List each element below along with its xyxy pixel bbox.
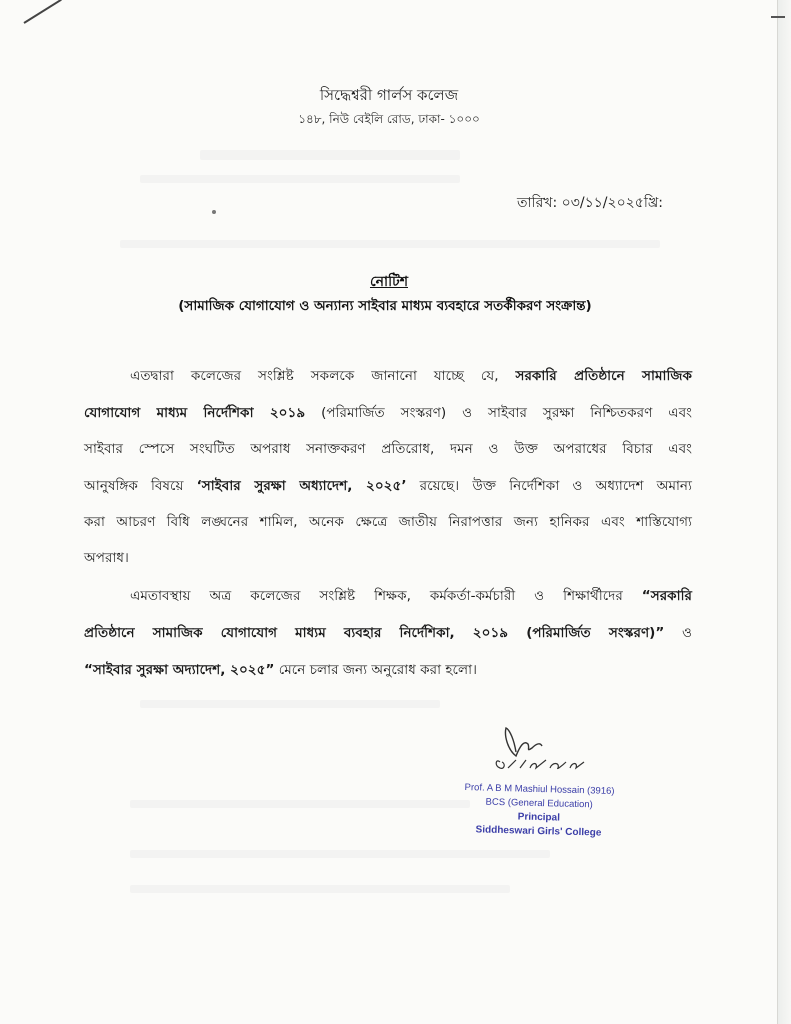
text-span: (পরিমার্জিত সংস্করণ) ও সাইবার সুরক্ষা নিশ্চিতকরণ এবং (305, 405, 693, 421)
paragraph-1-line-1 (130, 365, 692, 388)
paragraph-1-line-2 (84, 402, 692, 425)
college-name: সিদ্ধেশ্বরী গার্লস কলেজ (319, 86, 459, 104)
handwritten-signature (486, 722, 596, 782)
bleed-through (130, 885, 510, 893)
text-span: ও (664, 625, 692, 641)
stamp-college: Siddheswari Girls' College (475, 824, 602, 839)
stamp-name: Prof. A B M Mashiul Hossain (3916) (464, 782, 615, 797)
text-span: এমতাবস্থায় অত্র কলেজের সংশ্লিষ্ট শিক্ষক, কর্মকর্তা-কর্মচারী ও শিক্ষার্থীদের (130, 588, 642, 604)
bold-text-span: “সরকারি (641, 588, 692, 604)
paragraph-1-line-3: সাইবার স্পেসে সংঘটিত অপরাধ সনাক্তকরণ প্রতিরোধ, দমন ও উক্ত অপরাধের বিচার এবং (84, 441, 692, 457)
bold-text-span: প্রতিষ্ঠানে সামাজিক যোগাযোগ মাধ্যম ব্যবহার নির্দেশিকা, ২০১৯ (পরিমার্জিত সংস্করণ)” (84, 625, 665, 641)
text-span: এতদ্বারা কলেজের সংশ্লিষ্ট সকলকে জানানো যাচ্ছে যে, (130, 368, 516, 384)
scan-edge-strip (778, 0, 791, 1024)
college-address: ১৪৮, নিউ বেইলি রোড, ঢাকা- ১০০০ (298, 112, 480, 126)
paragraph-1-line-5: করা আচরণ বিধি লঙ্ঘনের শামিল, অনেক ক্ষেত্রে জাতীয় নিরাপত্তার জন্য হানিকর এবং শাস্তিযোগ্য (84, 514, 692, 530)
paragraph-1-line-4 (84, 475, 692, 498)
text-span: রয়েছে। উক্ত নির্দেশিকা ও অধ্যাদেশ অমান্য (406, 478, 692, 494)
scan-mark (23, 0, 61, 24)
text-span: আনুষঙ্গিক বিষয়ে (84, 478, 197, 494)
bold-text-span: “সাইবার সুরক্ষা অদ্যাদেশ, ২০২৫” (84, 662, 275, 678)
text-span: মেনে চলার জন্য অনুরোধ করা হলো। (274, 662, 477, 678)
principal-stamp (453, 781, 624, 841)
bleed-through (120, 240, 660, 248)
bleed-through (130, 850, 550, 858)
scan-edge-mark (771, 16, 785, 18)
paragraph-1-line-6: অপরাধ। (84, 550, 129, 566)
bleed-through (140, 175, 460, 183)
notice-title: নোটিশ (369, 274, 408, 290)
stamp-title: Principal (517, 811, 561, 824)
bleed-through (130, 800, 470, 808)
scan-dot (212, 210, 216, 214)
notice-date: তারিখ: ০৩/১১/২০২৫খ্রি: (517, 195, 663, 211)
paragraph-2-line-1 (130, 585, 692, 608)
paragraph-2-line-3 (84, 659, 692, 682)
stamp-cadre: BCS (General Education) (485, 796, 593, 811)
bold-text-span: সরকারি প্রতিষ্ঠানে সামাজিক (515, 368, 693, 384)
bleed-through (140, 700, 440, 708)
bold-text-span: ‘সাইবার সুরক্ষা অধ্যাদেশ, ২০২৫’ (196, 478, 407, 494)
paragraph-2-line-2 (84, 622, 692, 645)
notice-subject: (সামাজিক যোগাযোগ ও অন্যান্য সাইবার মাধ্যম ব্যবহারে সতর্কীকরণ সংক্রান্ত) (178, 298, 592, 314)
bleed-through (200, 150, 460, 160)
bold-text-span: যোগাযোগ মাধ্যম নির্দেশিকা ২০১৯ (84, 405, 306, 421)
